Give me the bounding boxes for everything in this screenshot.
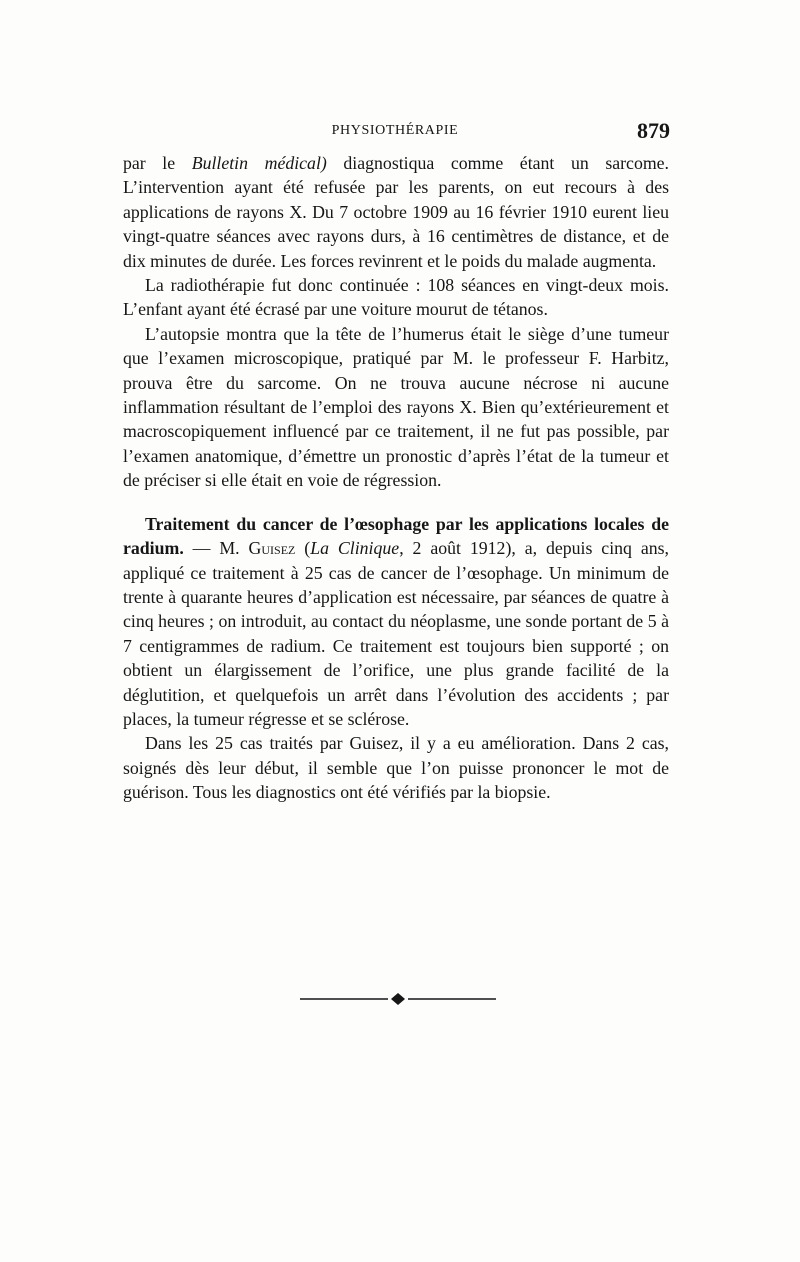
p4-text: , 2 août 1912), a, depuis cinq ans, appliqué ce traitement à 25 cas de cancer de l’œsophage. Un minimum de trente à quarante heures d’application est nécessaire, par séances de quatre à cinq heures ; on introduit, au contact du néoplasme, une sonde portant de 5 à 7 centigrammes de radium. Ce traitement est toujours bien supporté ; on obtient un élargissement de l’orifice, une plus grande facilité de la déglutition, et quelquefois un arrêt dans l’évolution des accidents ; par places, la tumeur régresse et se sclérose.: [123, 538, 669, 729]
p4-dash: — M.: [183, 538, 249, 559]
p1-source-title: Bulletin médical): [191, 153, 327, 173]
paragraph-3: L’autopsie montra que la tête de l’humerus était le siège d’une tumeur que l’examen microscopique, pratiqué par M. le professeur F. Harbitz, prouva être du sarcome. On ne trouva aucune nécrose ni aucune inflammation résultant de l’emploi des rayons X. Bien qu’extérieurement et macroscopiquement influencé par ce traitement, il ne fut pas possible, par l’examen anatomique, d’émettre un pronostic d’après l’état de la tumeur et de préciser si elle était en voie de régression.: [123, 323, 669, 491]
paragraph-4: [123, 512, 669, 732]
ornament-svg: [300, 989, 496, 1009]
running-title: PHYSIOTHÉRAPIE: [331, 123, 459, 138]
p1-lead-in: par le: [123, 153, 192, 173]
paragraph-1: [123, 151, 669, 273]
p4-open-paren: (: [295, 538, 311, 559]
running-head: [120, 119, 670, 143]
ornament-diamond: [391, 993, 405, 1005]
paragraph-5: Dans les 25 cas traités par Guisez, il y a eu amélioration. Dans 2 cas, soignés dès leur début, il semble que l’on puisse prononcer le mot de guérison. Tous les diagnostics ont été vérifiés par la biopsie.: [123, 733, 669, 803]
p1-text: diagnostiqua comme étant un sarcome. L’intervention ayant été refusée par les parents, on eut recours à des applications de rayons X. Du 7 octobre 1909 au 16 février 1910 eurent lieu vingt-quatre séances avec rayons durs, à 16 centimètres de distance, et de dix minutes de durée. Les forces revinrent et le poids du malade augmenta.: [123, 153, 670, 271]
paragraph-2: La radiothérapie fut donc continuée : 108 séances en vingt-deux mois. L’enfant ayant été écrasé par une voiture mourut de tétanos.: [123, 275, 669, 320]
body-text: [123, 151, 669, 805]
page-number: 879: [637, 118, 670, 143]
p4-journal: La Clinique: [310, 538, 400, 559]
diamond-rule-ornament-icon: [300, 989, 496, 1009]
section-title: Traitement du cancer de l’œsophage par les applications locales de radium.: [123, 513, 669, 559]
p4-author: Guisez: [248, 538, 296, 559]
